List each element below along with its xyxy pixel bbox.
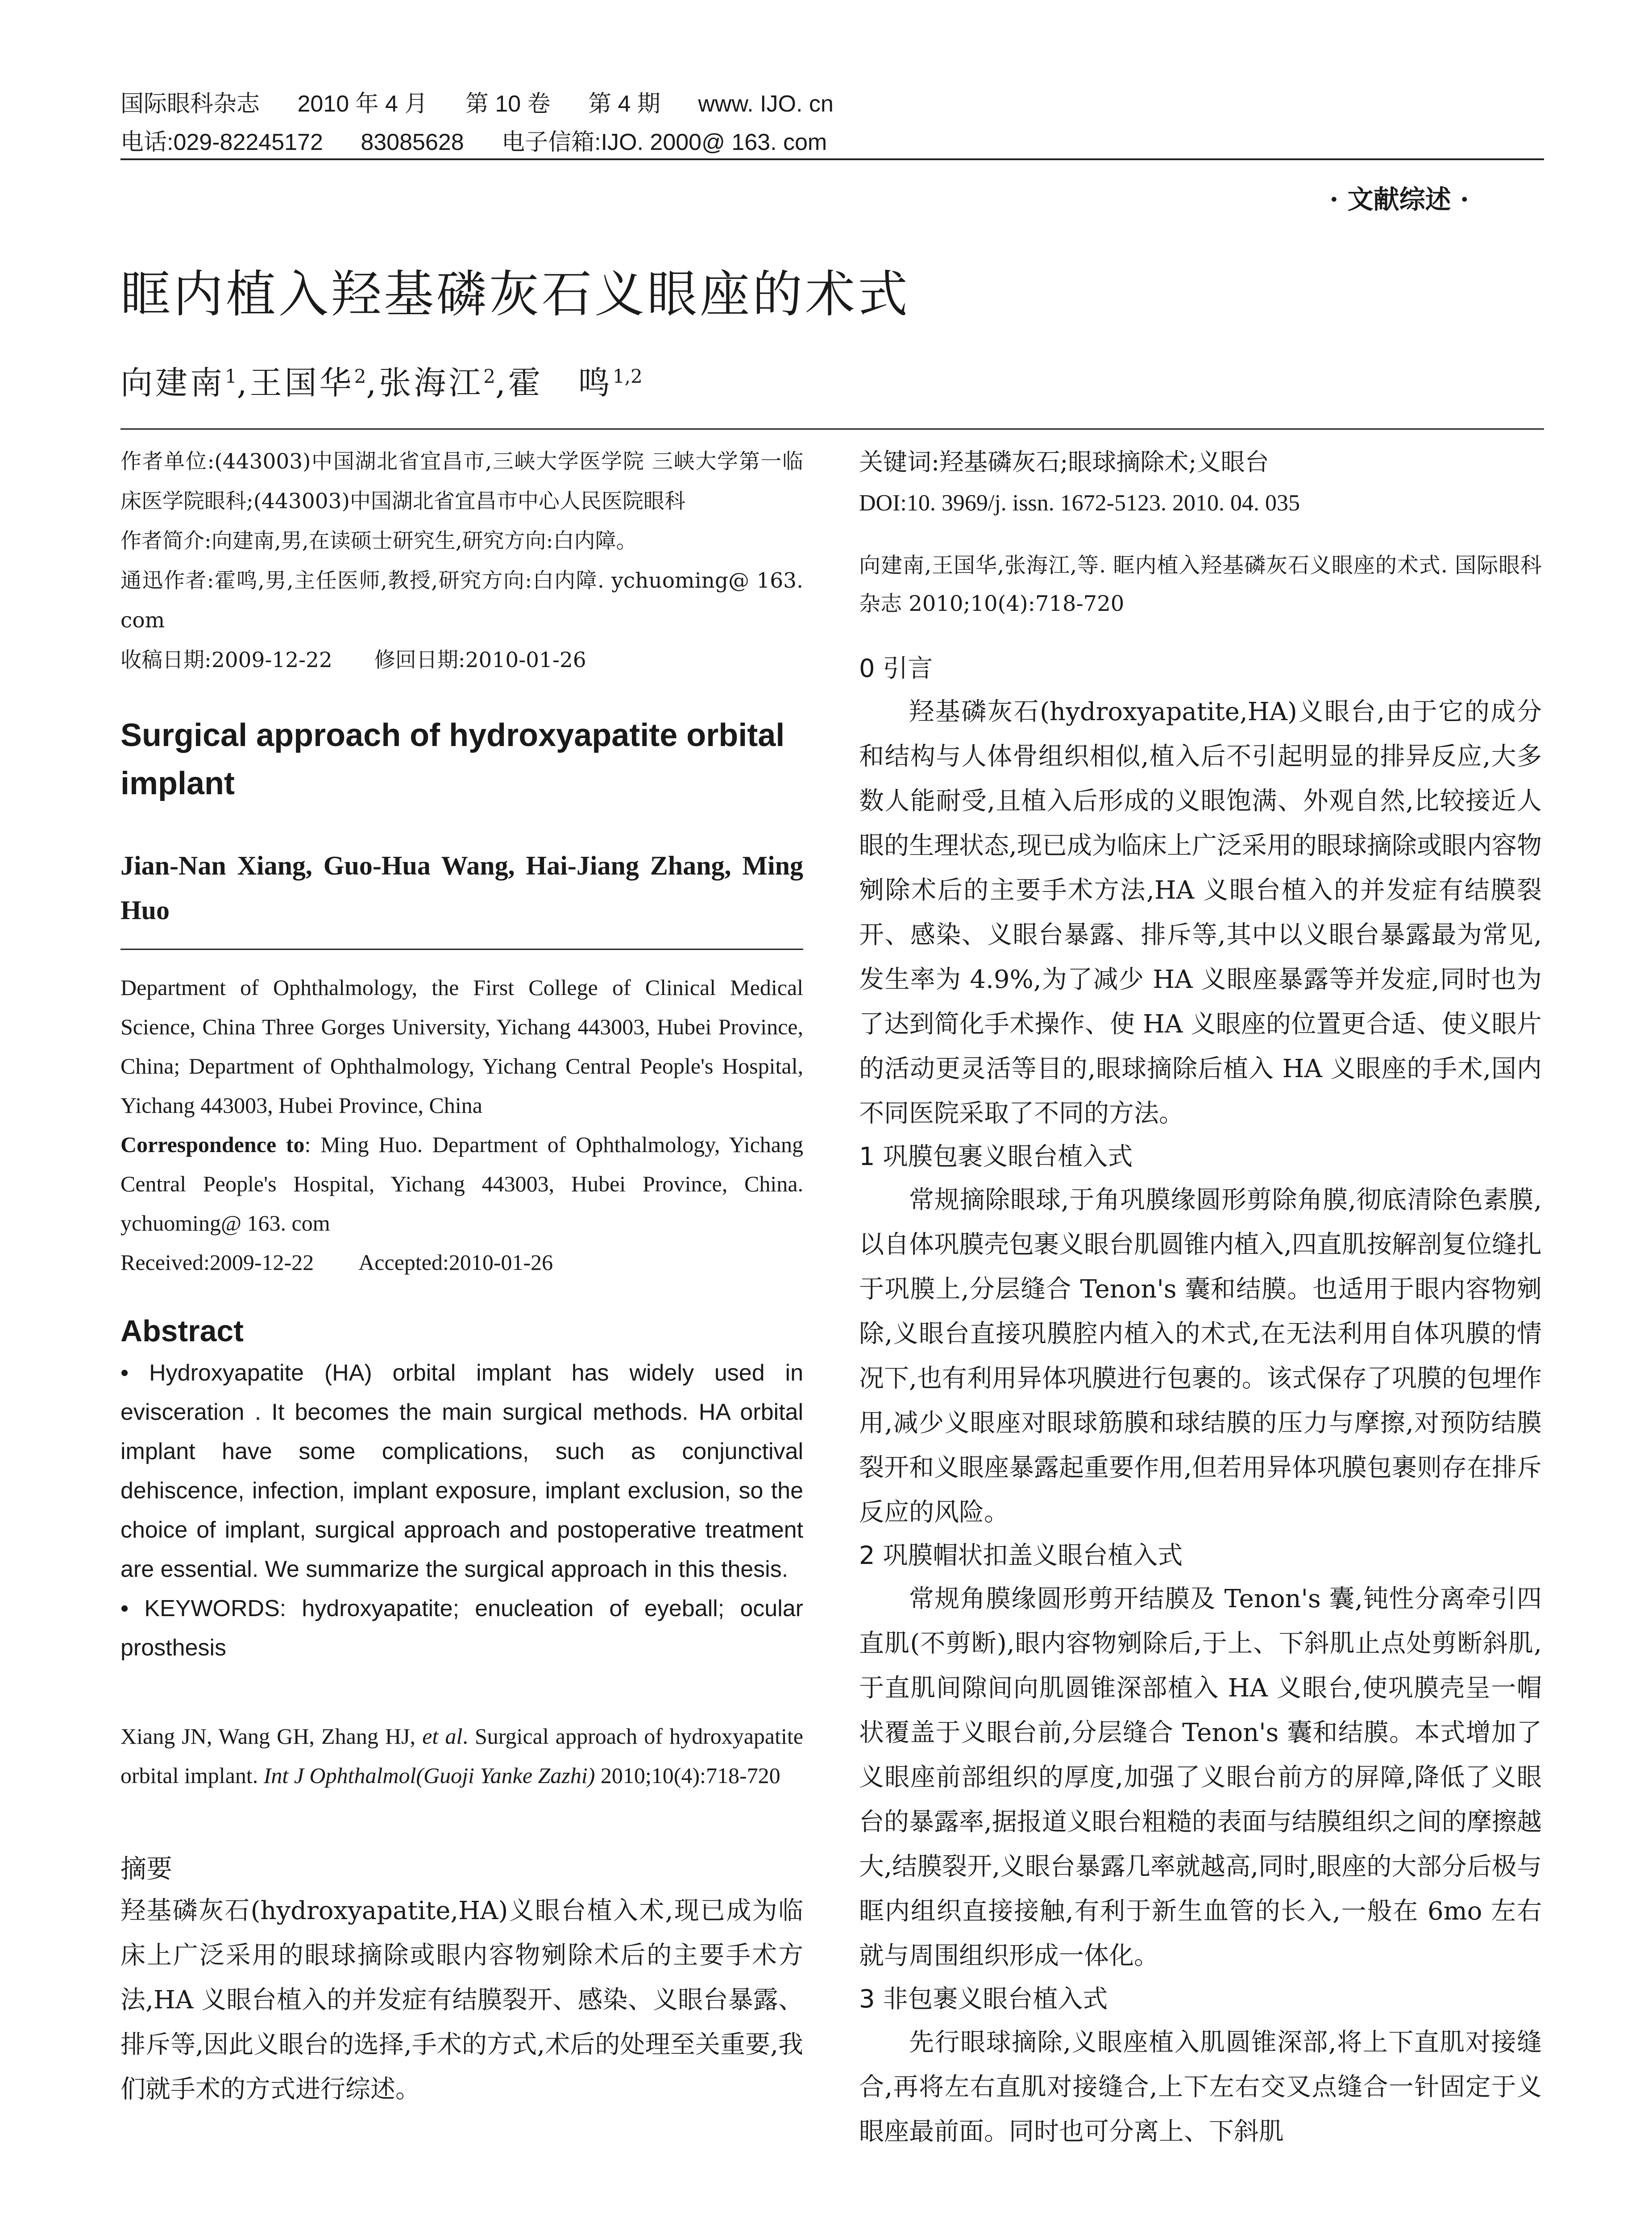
left-column <box>120 442 803 2112</box>
website: www. IJO. cn <box>698 91 834 117</box>
author-2-sup: 2 <box>354 365 366 387</box>
chinese-abstract: 羟基磷灰石(hydroxyapatite,HA)义眼台植入术,现已成为临床上广泛采用的眼球摘除或眼内容物剜除术后的主要手术方法,HA 义眼台植入的并发症有结膜裂开、感染、义眼台暴露、排斥等,因此义眼台的选择,手术的方式,术后的处理至关重要,我们就手术的方式进行综述。 <box>120 1896 803 2104</box>
phone-2: 83085628 <box>361 129 464 155</box>
issue-date: 2010 年 4 月 <box>297 91 428 117</box>
phone: 电话:029-82245172 <box>120 129 323 155</box>
received-dates-en: Received:2009-12-22 Accepted:2010-01-26 <box>120 1250 553 1275</box>
section-tag: · 文献综述 · <box>1329 184 1469 215</box>
doi: DOI:10. 3969/j. issn. 1672-5123. 2010. 04. 035 <box>859 490 1300 516</box>
citation-journal: Int J Ophthalmol(Guoji Yanke Zazhi) <box>263 1763 595 1788</box>
author-intro: 作者简介:向建南,男,在读硕士研究生,研究方向:白内障。 <box>120 529 637 553</box>
section-3-heading: 3 非包裹义眼台植入式 <box>859 1985 1108 2014</box>
author-1-sup: 1 <box>225 365 237 387</box>
abstract-paragraph: • Hydroxyapatite (HA) orbital implant has widely used in evisceration . It becomes the main surgical methods. HA orbital implant have some complications, such as conjunctival dehiscence, infection, implant exposure, implant exclusion, so the choice of implant, surgical approach and postoperative treatment are essential. We summarize the surgical approach in this thesis. <box>120 1360 803 1582</box>
right-column <box>859 442 1542 2154</box>
article-title: 眶内植入羟基磷灰石义眼座的术式 <box>120 265 910 323</box>
received-dates-cn: 收稿日期:2009-12-22 修回日期:2010-01-26 <box>120 648 586 672</box>
section-0-body: 羟基磷灰石(hydroxyapatite,HA)义眼台,由于它的成分和结构与人体骨组织相似,植入后不引起明显的排异反应,大多数人能耐受,且植入后形成的义眼饱满、外观自然,比较接近人眼的生理状态,现已成为临床上广泛采用的眼球摘除或眼内容物剜除术后的主要手术方法,HA 义眼台植入的并发症有结膜裂开、感染、义眼台暴露、排斥等,其中以义眼台暴露最为常见,发生率为 4.9%,为了减少 HA 义眼座暴露等并发症,同时也为了达到简化手术操作、使 HA 义眼座的位置更合适、使义眼片的活动更灵活等目的,眼球摘除后植入 HA 义眼座的手术,国内不同医院采取了不同的方法。 <box>859 697 1542 1128</box>
keywords-cn: 关键词:羟基磷灰石;眼球摘除术;义眼台 <box>859 448 1269 476</box>
section-2-heading: 2 巩膜帽状扣盖义眼台植入式 <box>859 1541 1183 1570</box>
english-authors-divider <box>120 949 803 950</box>
section-0-heading: 0 引言 <box>859 654 933 683</box>
english-affiliation: Department of Ophthalmology, the First College of Clinical Medical Science, China Three Gorges University, Yichang 443003, Hubei Province, China; Department of Ophthalmology, Yichang Central People's Hospital, Yichang 443003, Hubei Province, China <box>120 975 803 1118</box>
author-3-sup: 2 <box>483 365 495 387</box>
abstract-heading: Abstract <box>120 1314 244 1348</box>
contact-line <box>120 123 1544 162</box>
section-1-heading: 1 巩膜包裹义眼台植入式 <box>859 1142 1133 1171</box>
issue: 第 4 期 <box>588 91 660 117</box>
author-2: ,王国华 <box>237 364 354 402</box>
authors-divider <box>120 428 1544 430</box>
citation-volume: 2010;10(4):718-720 <box>595 1763 780 1788</box>
header-divider <box>120 158 1544 160</box>
author-3: ,张海江 <box>366 364 484 402</box>
journal-info-line <box>120 85 1544 123</box>
journal-name: 国际眼科杂志 <box>120 91 260 117</box>
english-title: Surgical approach of hydroxyapatite orbital implant <box>120 717 785 801</box>
volume: 第 10 卷 <box>465 91 551 117</box>
section-2-body: 常规角膜缘圆形剪开结膜及 Tenon's 囊,钝性分离牵引四直肌(不剪断),眼内容物剜除后,于上、下斜肌止点处剪断斜肌,于直肌间隙间向肌圆锥深部植入 HA 义眼台,使巩膜壳呈一帽状覆盖于义眼台前,分层缝合 Tenon's 囊和结膜。本式增加了义眼座前部组织的厚度,加强了义眼台前方的屏障,降低了义眼台的暴露率,据报道义眼台粗糙的表面与结膜组织之间的摩擦越大,结膜裂开,义眼台暴露几率就越高,同时,眼座的大部分后极与眶内组织直接接触,有利于新生血管的长入,一般在 6mo 左右就与周围组织形成一体化。 <box>859 1584 1542 1970</box>
journal-header <box>120 85 1544 162</box>
author-list <box>120 357 643 403</box>
author-4-sup: 1,2 <box>612 365 643 387</box>
abstract-body <box>120 1353 803 1667</box>
citation-etal: et al <box>422 1724 463 1749</box>
corresponding-author: 通迅作者:霍鸣,男,主任医师,教授,研究方向:白内障. ychuoming@ 163. com <box>120 568 803 633</box>
english-affiliation-block <box>120 968 803 1282</box>
chinese-citation: 向建南,王国华,张海江,等. 眶内植入羟基磷灰石义眼座的术式. 国际眼科杂志 2010;10(4):718-720 <box>859 553 1542 616</box>
email: 电子信箱:IJO. 2000@ 163. com <box>502 129 827 155</box>
abstract-keywords: • KEYWORDS: hydroxyapatite; enucleation of eyeball; ocular prosthesis <box>120 1596 803 1661</box>
section-1-body: 常规摘除眼球,于角巩膜缘圆形剪除角膜,彻底清除色素膜,以自体巩膜壳包裹义眼台肌圆锥内植入,四直肌按解剖复位缝扎于巩膜上,分层缝合 Tenon's 囊和结膜。也适用于眼内容物剜除,义眼台直接巩膜腔内植入的术式,在无法利用自体巩膜的情况下,也有利用异体巩膜进行包裹的。该式保存了巩膜的包埋作用,减少义眼座对眼球筋膜和球结膜的压力与摩擦,对预防结膜裂开和义眼座暴露起重要作用,但若用异体巩膜包裹则存在排斥反应的风险。 <box>859 1186 1542 1527</box>
english-authors: Jian-Nan Xiang, Guo-Hua Wang, Hai-Jiang Zhang, Ming Huo <box>120 851 803 925</box>
chinese-abstract-heading: 摘要 <box>120 1854 173 1884</box>
correspondence-text: : Ming Huo. Department of Ophthalmology, Yichang Central People's Hospital, Yichang 443003, Hubei Province, China. ychuoming@ 163. com <box>120 1132 803 1236</box>
author-1: 向建南 <box>120 364 225 402</box>
author-4: ,霍 鸣 <box>495 364 613 402</box>
citation-title: . Surgical approach of hydroxyapatite orbital implant. <box>120 1724 803 1788</box>
article-meta <box>120 442 803 680</box>
correspondence <box>120 1125 803 1243</box>
affiliation: 作者单位:(443003)中国湖北省宜昌市,三峡大学医学院 三峡大学第一临床医学院眼科;(443003)中国湖北省宜昌市中心人民医院眼科 <box>120 449 803 514</box>
correspondence-label: Correspondence to <box>120 1132 305 1157</box>
citation-authors: Xiang JN, Wang GH, Zhang HJ, <box>120 1724 423 1749</box>
english-citation <box>120 1717 803 1795</box>
section-3-body: 先行眼球摘除,义眼座植入肌圆锥深部,将上下直肌对接缝合,再将左右直肌对接缝合,上下左右交叉点缝合一针固定于义眼座最前面。同时也可分离上、下斜肌 <box>859 2028 1542 2146</box>
